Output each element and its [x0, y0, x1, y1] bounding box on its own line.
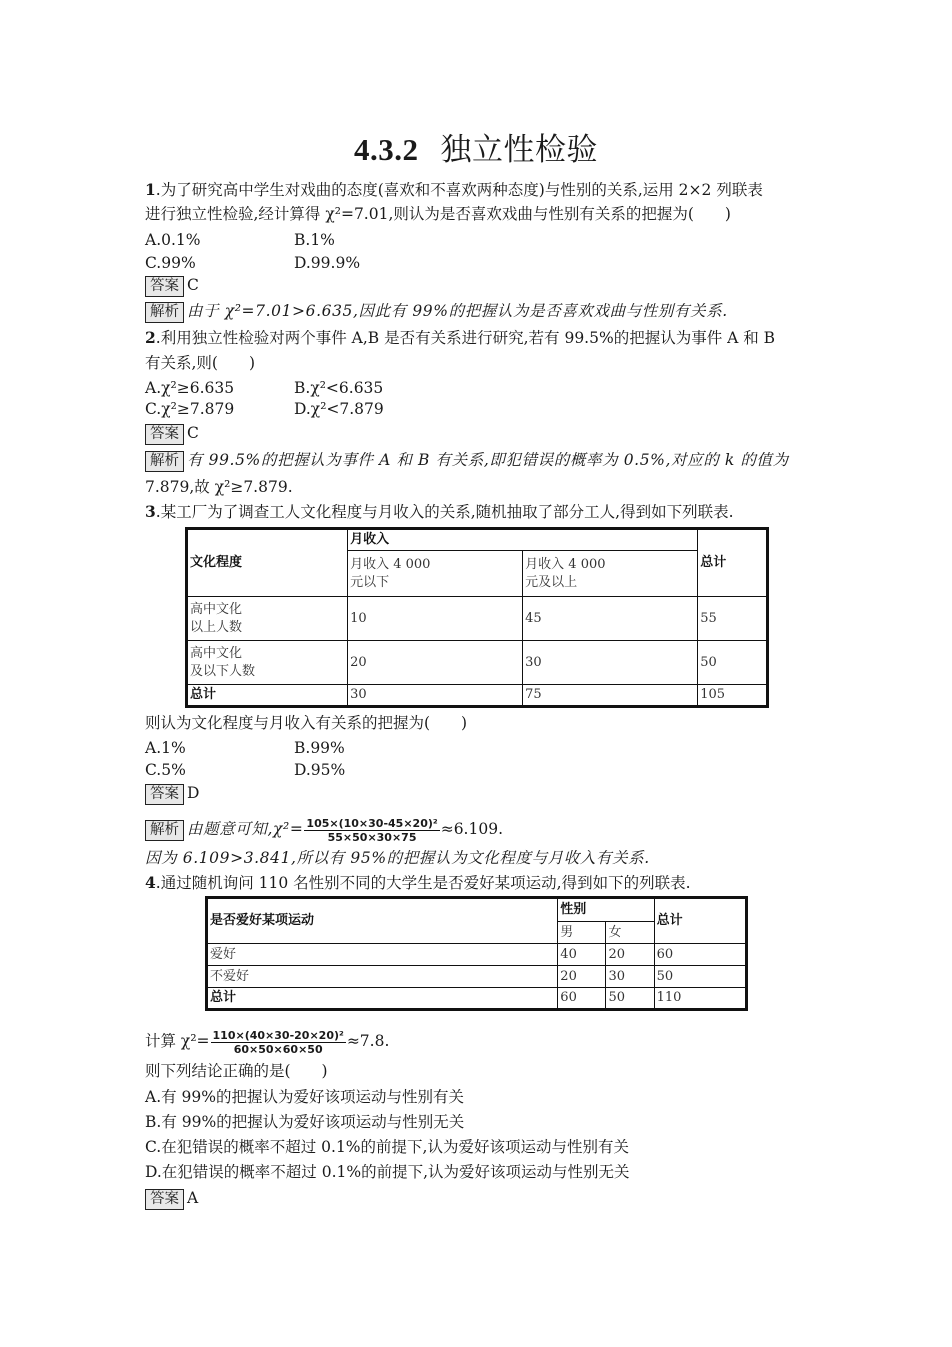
- q3-answer: [145, 782, 199, 804]
- table-cell: 60: [654, 944, 746, 966]
- q2-line1: 2.利用独立性检验对两个事件 A,B 是否有关系进行研究,若有 99.5%的把握认为事件 A 和 B: [145, 328, 776, 347]
- q1-line2: 进行独立性检验,经计算得 χ²=7.01,则认为是否喜欢戏曲与性别有关系的把握为( ): [145, 205, 731, 223]
- q1-answer-value: C: [187, 276, 199, 294]
- table-cell: 20: [348, 641, 523, 685]
- table-cell: 45: [523, 597, 698, 641]
- q3-fraction: [304, 817, 439, 844]
- q3-header-total: 总计: [698, 529, 768, 597]
- answer-tag: 答案: [145, 424, 184, 445]
- q4-fraction-denominator: 60×50×60×50: [233, 1042, 323, 1056]
- q2-number: 2: [145, 328, 156, 347]
- q3-fraction-denominator: 55×50×30×75: [327, 830, 417, 844]
- q2-answer: [145, 422, 199, 444]
- q4-calc-pre: 计算 χ²=: [145, 1032, 210, 1050]
- q2-option-d: D.χ²<7.879: [294, 400, 384, 418]
- q3-row1-label-l1: 高中文化: [190, 601, 243, 617]
- table-cell: 40: [558, 944, 606, 966]
- table-cell: 75: [523, 685, 698, 707]
- q3-row1-label-l2: 以上人数: [190, 619, 243, 635]
- table-row: [207, 988, 747, 1010]
- q3-header-level: 文化程度: [187, 529, 348, 597]
- q1-number: 1: [145, 180, 156, 199]
- q4-calculation: [145, 1024, 389, 1058]
- answer-tag: 答案: [145, 1189, 184, 1210]
- q4-row2-label: 不爱好: [207, 966, 558, 988]
- q3-row2-label-l2: 及以下人数: [190, 663, 256, 679]
- table-cell: 30: [606, 966, 654, 988]
- q4-header-total: 总计: [654, 898, 746, 944]
- table-row: [187, 597, 768, 641]
- table-cell: 105: [698, 685, 768, 707]
- q4-line1: 4.通过随机询问 110 名性别不同的大学生是否爱好某项运动,得到如下的列联表.: [145, 873, 691, 892]
- q4-number: 4: [145, 873, 156, 892]
- q4-fraction: [211, 1029, 346, 1056]
- q1-option-a: A.0.1%: [145, 231, 201, 249]
- q3-header-income: 月收入: [348, 529, 698, 551]
- q1-option-b: B.1%: [294, 231, 335, 249]
- q3-answer-value: D: [187, 784, 200, 802]
- explain-tag: 解析: [145, 820, 184, 841]
- q4-option-b: B.有 99%的把握认为爱好该项运动与性别无关: [145, 1113, 465, 1131]
- q2-text1: 利用独立性检验对两个事件 A,B 是否有关系进行研究,若有 99.5%的把握认为事件 A 和 B: [160, 329, 776, 347]
- q2-option-c: C.χ²≥7.879: [145, 400, 235, 418]
- table-cell: 50: [606, 988, 654, 1010]
- section-number: 4.3.2: [354, 132, 419, 167]
- q2-explanation-text: 有 99.5%的把握认为事件 A 和 B 有关系,即犯错误的概率为 0.5%,对应的 k 的值为: [187, 451, 789, 469]
- q4-fraction-numerator: 110×(40×30-20×20)²: [212, 1028, 344, 1042]
- q4-row3-label: 总计: [207, 988, 558, 1010]
- q3-header-above-l2: 元及以上: [525, 574, 578, 590]
- table-cell: 10: [348, 597, 523, 641]
- q4-option-d: D.在犯错误的概率不超过 0.1%的前提下,认为爱好该项运动与性别无关: [145, 1163, 630, 1181]
- q4-text1: 通过随机询问 110 名性别不同的大学生是否爱好某项运动,得到如下的列联表.: [160, 874, 691, 892]
- q1-explanation: [145, 300, 728, 322]
- q3-table: [185, 527, 769, 708]
- q3-line2: 则认为文化程度与月收入有关系的把握为( ): [145, 714, 468, 732]
- table-row: [207, 944, 747, 966]
- q3-row2-label: [187, 641, 348, 685]
- q3-explanation-post: ≈6.109.: [440, 820, 503, 838]
- q3-line1: 3.某工厂为了调查工人文化程度与月收入的关系,随机抽取了部分工人,得到如下列联表.: [145, 502, 734, 521]
- q1-answer: [145, 274, 199, 296]
- q3-explanation-line2: [145, 848, 650, 868]
- q2-option-a: A.χ²≥6.635: [145, 379, 235, 397]
- table-cell: 110: [654, 988, 746, 1010]
- q4-answer-value: A: [187, 1189, 199, 1207]
- q4-table: [205, 896, 748, 1011]
- q4-header-female: 女: [606, 922, 654, 944]
- q3-explanation-pre: 由题意可知,χ²=: [187, 820, 304, 838]
- explain-tag: 解析: [145, 302, 184, 323]
- q4-header-male: 男: [558, 922, 606, 944]
- table-cell: 50: [654, 966, 746, 988]
- q1-option-d: D.99.9%: [294, 254, 361, 272]
- table-cell: 50: [698, 641, 768, 685]
- q4-line2: 则下列结论正确的是( ): [145, 1062, 328, 1080]
- q3-number: 3: [145, 502, 156, 521]
- table-cell: 30: [348, 685, 523, 707]
- q1-line1: 1.为了研究高中学生对戏曲的态度(喜欢和不喜欢两种态度)与性别的关系,运用 2×2 列联表: [145, 180, 763, 199]
- table-row: [187, 685, 768, 707]
- q2-answer-value: C: [187, 424, 199, 442]
- q3-header-above-l1: 月收入 4 000: [525, 556, 606, 572]
- q3-header-below: [348, 551, 523, 597]
- q1-option-c: C.99%: [145, 254, 196, 272]
- page-title: [0, 124, 952, 169]
- q2-option-b: B.χ²<6.635: [294, 379, 384, 397]
- q3-option-b: B.99%: [294, 739, 345, 757]
- explain-tag: 解析: [145, 451, 184, 472]
- q3-row1-label: [187, 597, 348, 641]
- table-row: [187, 641, 768, 685]
- q4-calc-post: ≈7.8.: [346, 1032, 390, 1050]
- q4-row1-label: 爱好: [207, 944, 558, 966]
- q4-header-hobby: 是否爱好某项运动: [207, 898, 558, 944]
- q3-header-above: [523, 551, 698, 597]
- q3-explanation: [145, 812, 503, 846]
- q3-header-below-l2: 元以下: [350, 574, 390, 590]
- table-row: [207, 966, 747, 988]
- q3-row2-label-l1: 高中文化: [190, 645, 243, 661]
- answer-tag: 答案: [145, 276, 184, 297]
- q3-option-a: A.1%: [145, 739, 186, 757]
- q4-answer: [145, 1187, 198, 1209]
- table-cell: 30: [523, 641, 698, 685]
- q3-fraction-numerator: 105×(10×30-45×20)²: [306, 816, 438, 830]
- q3-option-c: C.5%: [145, 761, 186, 779]
- q2-line2: 有关系,则( ): [145, 354, 256, 372]
- q4-header-gender: 性别: [558, 898, 654, 922]
- table-cell: 20: [606, 944, 654, 966]
- q3-header-below-l1: 月收入 4 000: [350, 556, 431, 572]
- q2-explanation: [145, 449, 789, 471]
- answer-tag: 答案: [145, 784, 184, 805]
- q3-explanation-text2: 因为 6.109>3.841,所以有 95%的把握认为文化程度与月收入有关系.: [145, 849, 650, 867]
- q3-row3-label: 总计: [187, 685, 348, 707]
- q1-text1: 为了研究高中学生对戏曲的态度(喜欢和不喜欢两种态度)与性别的关系,运用 2×2 列联表: [160, 181, 763, 199]
- table-cell: 20: [558, 966, 606, 988]
- q4-option-c: C.在犯错误的概率不超过 0.1%的前提下,认为爱好该项运动与性别有关: [145, 1138, 629, 1156]
- q2-explanation-line2: 7.879,故 χ²≥7.879.: [145, 478, 293, 496]
- q3-option-d: D.95%: [294, 761, 346, 779]
- table-cell: 60: [558, 988, 606, 1010]
- section-title: 独立性检验: [440, 132, 598, 168]
- q4-option-a: A.有 99%的把握认为爱好该项运动与性别有关: [145, 1088, 465, 1106]
- q3-text1: 某工厂为了调查工人文化程度与月收入的关系,随机抽取了部分工人,得到如下列联表.: [160, 503, 734, 521]
- q1-explanation-text: 由于 χ²=7.01>6.635,因此有 99%的把握认为是否喜欢戏曲与性别有关系.: [187, 302, 728, 320]
- table-cell: 55: [698, 597, 768, 641]
